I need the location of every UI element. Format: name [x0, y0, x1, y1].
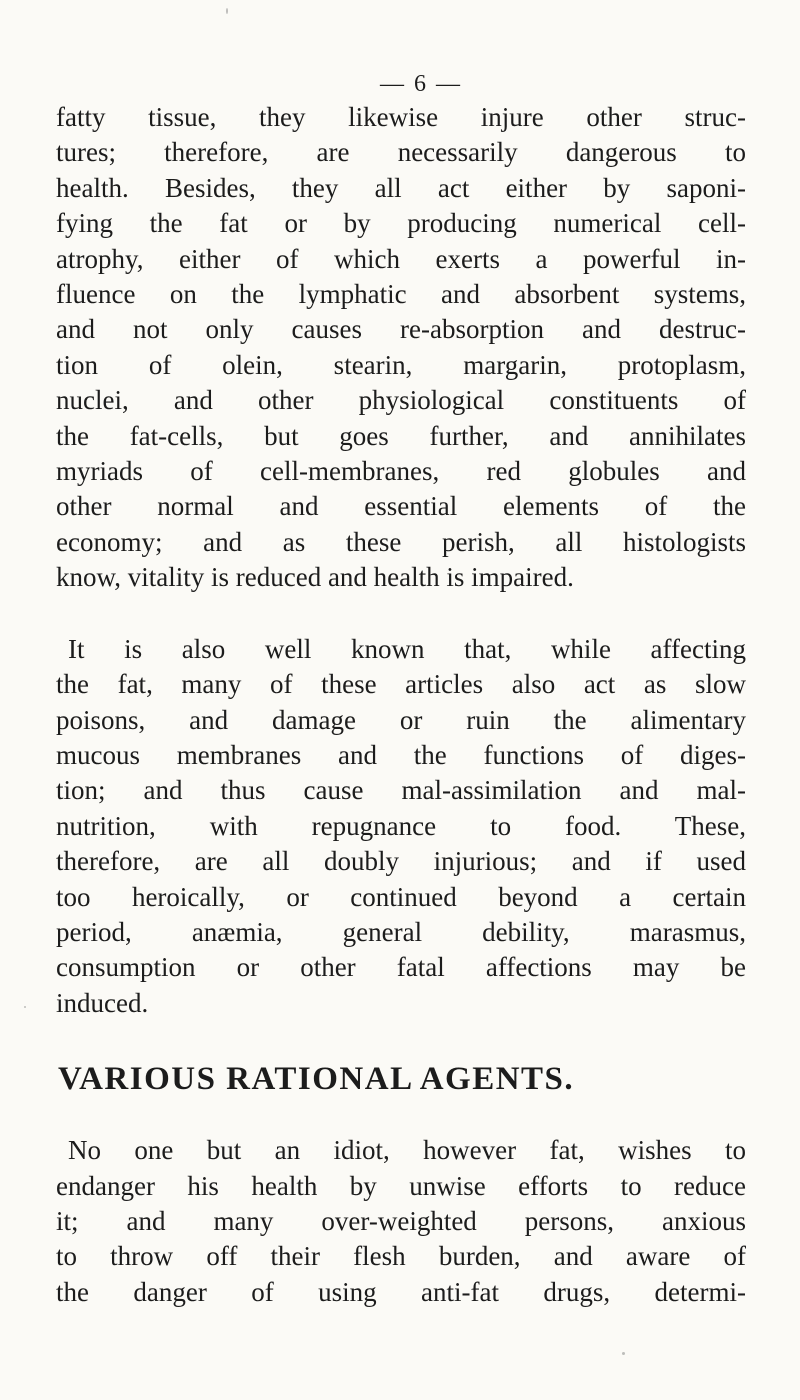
text-line: therefore, are all doubly injurious; and if used [56, 846, 746, 877]
text-line: tures; therefore, are necessarily dangerous to [56, 137, 746, 168]
text-line: nuclei, and other physiological constituents of [56, 385, 746, 416]
paper-speck [226, 8, 228, 14]
text-line: nutrition, with repugnance to food. These, [56, 810, 746, 841]
text-line: and not only causes re-absorption and destruc- [56, 314, 746, 345]
paper-speck [622, 1352, 625, 1355]
text-line: fying the fat or by producing numerical cell- [56, 208, 746, 239]
text-line: period, anæmia, general debility, marasmus, [56, 916, 746, 947]
text-line: tion; and thus cause mal-assimilation and mal- [56, 775, 746, 806]
text-line: poisons, and damage or ruin the alimentary [56, 704, 746, 735]
text-line: health. Besides, they all act either by saponi- [56, 172, 746, 203]
text-line: tion of olein, stearin, margarin, protoplasm, [56, 349, 746, 380]
paragraph-2 [56, 632, 746, 1021]
text-line: it; and many over-weighted persons, anxious [56, 1205, 746, 1236]
text-line: fatty tissue, they likewise injure other struc- [56, 102, 746, 132]
text-line: the danger of using anti-fat drugs, determi- [56, 1276, 746, 1307]
text-line: the fat, many of these articles also act as slow [56, 669, 746, 700]
text-line: other normal and essential elements of the [56, 491, 746, 522]
text-line: No one but an idiot, however fat, wishes to [68, 1135, 746, 1166]
text-line: induced. [56, 987, 149, 1018]
text-line: myriads of cell-membranes, red globules and [56, 456, 746, 487]
paragraph-3 [56, 1133, 746, 1310]
text-line: atrophy, either of which exerts a powerful in- [56, 243, 746, 274]
text-line: know, vitality is reduced and health is impaired. [56, 562, 574, 593]
book-page [56, 70, 746, 1310]
text-line: to throw off their flesh burden, and aware of [56, 1241, 746, 1272]
section-heading: VARIOUS RATIONAL AGENTS. [58, 1061, 575, 1098]
text-line: fluence on the lymphatic and absorbent systems, [56, 279, 746, 310]
text-line: It is also well known that, while affecting [68, 633, 746, 664]
text-line: too heroically, or continued beyond a certain [56, 881, 746, 912]
paragraph-1 [56, 100, 746, 596]
text-line: the fat-cells, but goes further, and annihilates [56, 420, 746, 451]
text-line: mucous membranes and the functions of diges- [56, 739, 746, 770]
page-number: — 6 — [380, 71, 462, 97]
paper-speck [24, 1006, 26, 1008]
text-line: consumption or other fatal affections may be [56, 952, 746, 983]
text-line: economy; and as these perish, all histologists [56, 526, 746, 557]
text-line: endanger his health by unwise efforts to reduce [56, 1170, 746, 1201]
